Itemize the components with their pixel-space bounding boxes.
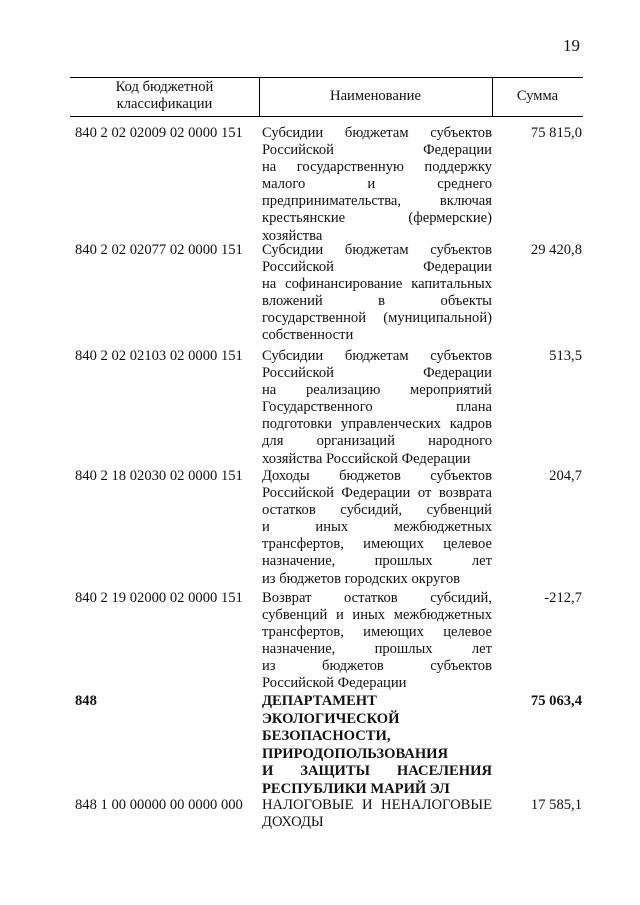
row-name — [262, 125, 492, 245]
row-name-line: из бюджетов городских округов — [262, 570, 461, 587]
row-name-line: малого и среднего — [262, 176, 492, 193]
budget-code: 840 2 02 02009 02 0000 151 — [75, 125, 243, 141]
header-bottom-rule — [70, 116, 583, 117]
budget-code: 840 2 02 02077 02 0000 151 — [75, 242, 243, 258]
row-name — [262, 468, 492, 588]
row-name-line: и иных межбюджетных — [262, 519, 492, 536]
row-sum: 204,7 — [549, 468, 582, 484]
budget-code: 840 2 02 02103 02 0000 151 — [75, 348, 243, 364]
row-sum: -212,7 — [544, 590, 582, 606]
row-name-line: ЭКОЛОГИЧЕСКОЙ — [262, 710, 400, 727]
budget-code: 840 2 18 02030 02 0000 151 — [75, 468, 243, 484]
row-name-line: РЕСПУБЛИКИ МАРИЙ ЭЛ — [262, 780, 450, 797]
row-name-line: Российской Федерации — [262, 365, 492, 382]
row-name-line: Субсидии бюджетам субъектов — [262, 242, 492, 258]
row-name-line: остатков субсидий, субвенций — [262, 502, 492, 519]
row-name-line: подготовки управленческих кадров — [262, 416, 492, 433]
row-sum: 513,5 — [549, 348, 582, 364]
row-name — [262, 693, 492, 799]
row-name-line: на софинансирование капитальных — [262, 276, 492, 293]
header-name: Наименование — [330, 88, 421, 104]
row-name-line: назначение, прошлых лет — [262, 641, 492, 658]
header-top-rule — [70, 77, 583, 78]
row-name — [262, 242, 492, 345]
row-name-line: хозяйства Российской Федерации — [262, 450, 471, 467]
row-sum: 29 420,8 — [530, 242, 582, 258]
row-name-line: БЕЗОПАСНОСТИ, — [262, 728, 391, 745]
row-name-line: Российской Федерации — [262, 675, 407, 692]
row-name-line: для организаций народного — [262, 433, 492, 450]
row-name — [262, 590, 492, 693]
budget-code: 848 1 00 00000 00 0000 000 — [75, 797, 243, 813]
budget-code: 848 — [75, 693, 97, 709]
row-name-line: Субсидии бюджетам субъектов — [262, 348, 492, 364]
row-name-line: Российской Федерации — [262, 142, 492, 159]
row-name-line: крестьянские (фермерские) — [262, 210, 492, 227]
row-name-line: Доходы бюджетов субъектов — [262, 468, 492, 484]
row-name-line: трансфертов, имеющих целевое — [262, 624, 492, 641]
row-name-line: государственной (муниципальной) — [262, 310, 492, 327]
header-code — [70, 79, 259, 113]
row-name-line: субвенций и иных межбюджетных — [262, 607, 492, 624]
row-name — [262, 348, 492, 468]
row-name-line: назначение, прошлых лет — [262, 553, 492, 570]
header-sum: Сумма — [516, 88, 559, 104]
row-name-line: собственности — [262, 327, 354, 344]
row-name-line: ПРИРОДОПОЛЬЗОВАНИЯ — [262, 745, 449, 762]
row-name — [262, 797, 492, 831]
header-code-line: Код бюджетной — [115, 79, 214, 95]
row-name-line: предпринимательства, включая — [262, 193, 492, 210]
page-number: 19 — [563, 36, 580, 55]
row-name-line: Российской Федерации — [262, 259, 492, 276]
row-name-line: Российской Федерации от возврата — [262, 485, 492, 502]
row-name-line: вложений в объекты — [262, 293, 492, 310]
row-sum: 17 585,1 — [530, 797, 582, 813]
row-sum: 75 063,4 — [530, 693, 582, 709]
row-name-line: Возврат остатков субсидий, — [262, 590, 492, 606]
row-name-line: трансфертов, имеющих целевое — [262, 536, 492, 553]
budget-code: 840 2 19 02000 02 0000 151 — [75, 590, 243, 606]
row-name-line: Государственного плана — [262, 399, 492, 416]
row-name-line: хозяйства — [262, 227, 323, 244]
row-sum: 75 815,0 — [530, 125, 582, 141]
header-code-line: классификации — [116, 96, 213, 112]
row-name-line: Субсидии бюджетам субъектов — [262, 125, 492, 141]
row-name-line: НАЛОГОВЫЕ И НЕНАЛОГОВЫЕ — [262, 797, 492, 813]
row-name-line: на государственную поддержку — [262, 159, 492, 176]
row-name-line: И ЗАЩИТЫ НАСЕЛЕНИЯ — [262, 763, 492, 780]
row-name-line: на реализацию мероприятий — [262, 382, 492, 399]
row-name-line: ДЕПАРТАМЕНТ — [262, 693, 377, 709]
row-name-line: ДОХОДЫ — [262, 814, 324, 831]
row-name-line: из бюджетов субъектов — [262, 658, 492, 675]
